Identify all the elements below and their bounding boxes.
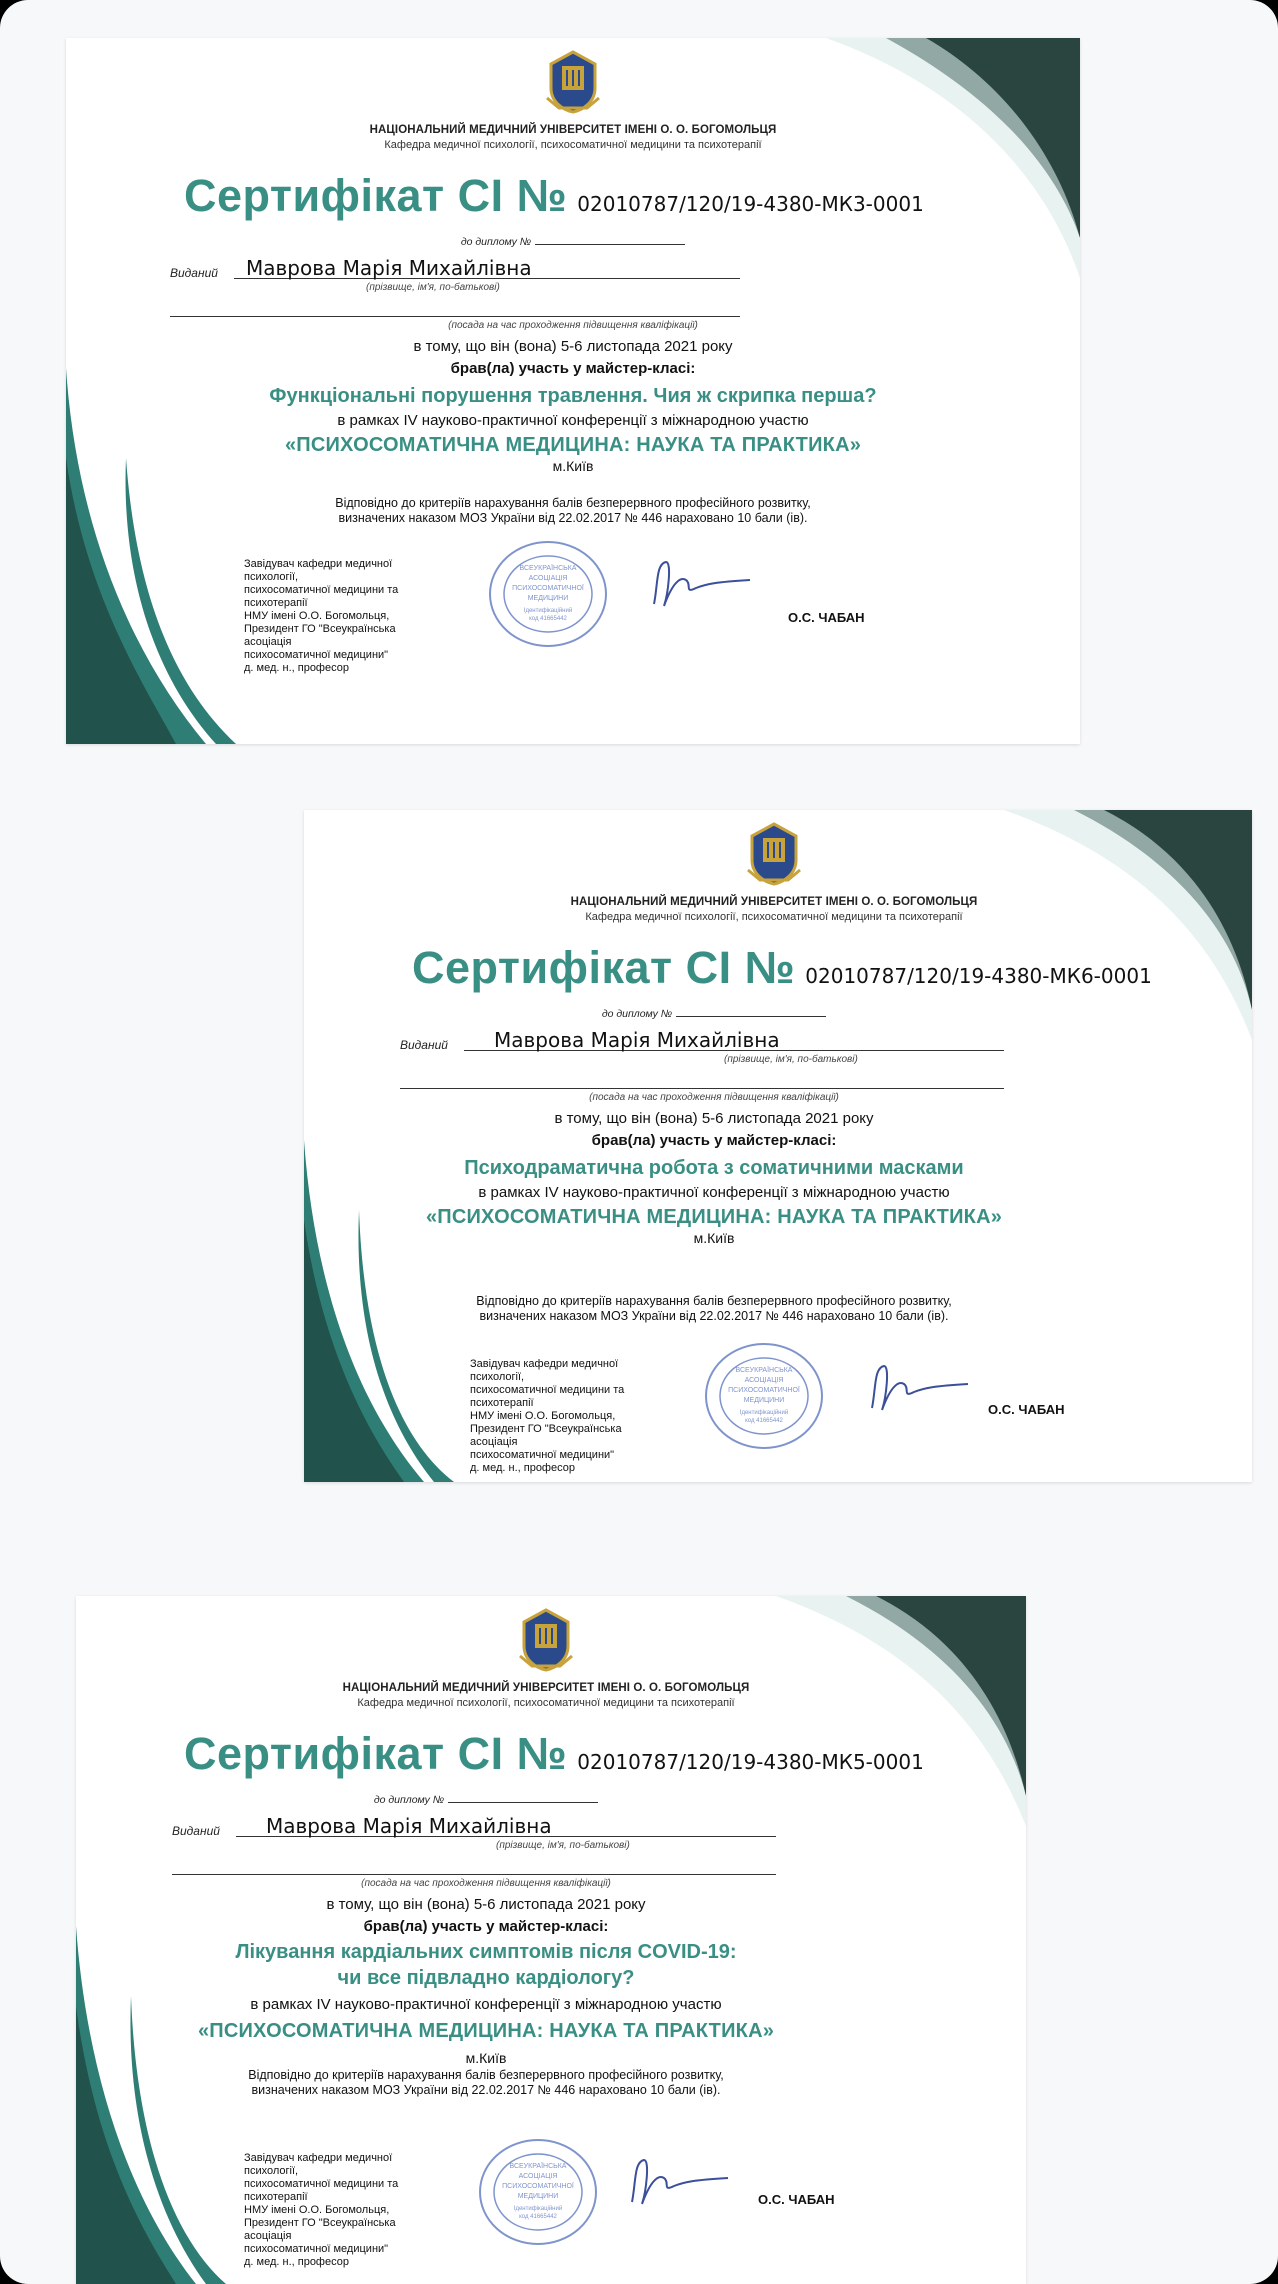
- position-hint: (посада на час проходження підвищення кваліфікації): [448, 320, 698, 331]
- certificate-1: [66, 38, 1080, 744]
- conference-title: «ПСИХОСОМАТИЧНА МЕДИЦИНА: НАУКА ТА ПРАКТИКА»: [425, 1206, 1003, 1228]
- svg-text:ПСИХОСОМАТИЧНОЇ: ПСИХОСОМАТИЧНОЇ: [512, 585, 584, 592]
- svg-text:Ідентифікаційний: Ідентифікаційний: [523, 608, 573, 614]
- master-class-topic-line-1: Лікування кардіальних симптомів після COVID-19:: [235, 1941, 737, 1963]
- svg-text:код 41665442: код 41665442: [529, 616, 567, 622]
- dates-line: в тому, що він (вона) 5-6 листопада 2021 року: [413, 338, 733, 355]
- signer-name: О.С. ЧАБАН: [758, 2192, 835, 2207]
- signer-name: О.С. ЧАБАН: [988, 1402, 1065, 1417]
- signer-name: О.С. ЧАБАН: [788, 610, 865, 625]
- signer-position-block: [244, 558, 444, 675]
- dates-line: в тому, що він (вона) 5-6 листопада 2021 року: [326, 1896, 646, 1913]
- svg-text:код 41665442: код 41665442: [745, 1418, 783, 1424]
- criteria-line-2: визначених наказом МОЗ України від 22.02.2017 № 446 нараховано 10 бали (ів).: [338, 511, 808, 525]
- svg-text:ПСИХОСОМАТИЧНОЇ: ПСИХОСОМАТИЧНОЇ: [502, 2183, 574, 2190]
- certificate-title: Сертифікат СІ №: [412, 942, 796, 993]
- signer-line: Завідувач кафедри медичної психології,: [244, 2152, 393, 2177]
- master-class-topic: Психодраматична робота з соматичними масками: [464, 1157, 964, 1179]
- name-hint: (прізвище, ім'я, по-батькові): [496, 1840, 630, 1851]
- took-part-label: брав(ла) участь у майстер-класі:: [363, 1918, 609, 1935]
- signer-line: НМУ імені О.О. Богомольця,: [244, 2204, 390, 2216]
- university-crest-icon: [746, 820, 802, 886]
- university-crest-icon: [518, 1606, 574, 1672]
- signer-line: Президент ГО "Всеукраїнська асоціація: [470, 1423, 622, 1448]
- svg-text:АСОЦІАЦІЯ: АСОЦІАЦІЯ: [518, 2173, 558, 2180]
- svg-text:ПСИХОСОМАТИЧНОЇ: ПСИХОСОМАТИЧНОЇ: [728, 1387, 800, 1394]
- master-class-topic: Функціональні порушення травлення. Чия ж скрипка перша?: [269, 385, 877, 407]
- certificate-number: 02010787/120/19-4380-МК3-0001: [577, 192, 924, 216]
- signer-line: НМУ імені О.О. Богомольця,: [244, 610, 390, 622]
- university-name: НАЦІОНАЛЬНИЙ МЕДИЧНИЙ УНІВЕРСИТЕТ ІМЕНІ О. О. БОГОМОЛЬЦЯ: [570, 896, 978, 908]
- signer-line: психосоматичної медицини та психотерапії: [244, 2178, 399, 2203]
- certificate-title-row: [184, 1728, 924, 1780]
- svg-text:код 41665442: код 41665442: [519, 2214, 557, 2220]
- criteria-line-2: визначених наказом МОЗ України від 22.02.2017 № 446 нараховано 10 бали (ів).: [479, 1309, 949, 1323]
- svg-text:АСОЦІАЦІЯ: АСОЦІАЦІЯ: [744, 1377, 784, 1384]
- svg-text:ВСЕУКРАЇНСЬКА: ВСЕУКРАЇНСЬКА: [519, 565, 577, 572]
- university-name: НАЦІОНАЛЬНИЙ МЕДИЧНИЙ УНІВЕРСИТЕТ ІМЕНІ О. О. БОГОМОЛЬЦЯ: [342, 1682, 750, 1694]
- svg-text:ВСЕУКРАЇНСЬКА: ВСЕУКРАЇНСЬКА: [509, 2163, 567, 2170]
- signer-line: психосоматичної медицини": [470, 1449, 615, 1461]
- university-name: НАЦІОНАЛЬНИЙ МЕДИЧНИЙ УНІВЕРСИТЕТ ІМЕНІ О. О. БОГОМОЛЬЦЯ: [369, 124, 777, 136]
- signer-line: психосоматичної медицини": [244, 2243, 389, 2255]
- svg-text:МЕДИЦИНИ: МЕДИЦИНИ: [527, 595, 569, 602]
- signer-line: Завідувач кафедри медичної психології,: [244, 558, 393, 583]
- department-name: Кафедра медичної психології, психосоматичної медицини та психотерапії: [384, 139, 762, 151]
- organization-stamp-icon: [486, 538, 610, 650]
- took-part-label: брав(ла) участь у майстер-класі:: [591, 1132, 837, 1149]
- signer-position-block: [244, 2152, 444, 2269]
- signer-line: психосоматичної медицини": [244, 649, 389, 661]
- master-class-topic-line-2: чи все підвладно кардіологу?: [337, 1967, 635, 1989]
- recipient-name: Маврова Марія Михайлівна: [266, 1814, 552, 1838]
- criteria-line-2: визначених наказом МОЗ України від 22.02.2017 № 446 нараховано 10 бали (ів).: [251, 2083, 721, 2097]
- name-hint: (прізвище, ім'я, по-батькові): [366, 282, 500, 293]
- diploma-label: до диплому №: [601, 1008, 673, 1020]
- certificate-2: [304, 810, 1252, 1482]
- signer-line: Завідувач кафедри медичної психології,: [470, 1358, 619, 1383]
- city: м.Київ: [552, 458, 594, 474]
- recipient-name: Маврова Марія Михайлівна: [246, 256, 532, 280]
- svg-text:МЕДИЦИНИ: МЕДИЦИНИ: [743, 1397, 785, 1404]
- svg-text:МЕДИЦИНИ: МЕДИЦИНИ: [517, 2193, 559, 2200]
- position-hint: (посада на час проходження підвищення кваліфікації): [361, 1878, 611, 1889]
- certificate-number: 02010787/120/19-4380-МК5-0001: [577, 1750, 924, 1774]
- issued-label: Виданий: [170, 266, 218, 280]
- criteria-line-1: Відповідно до критеріїв нарахування балів безперервного професійного розвитку,: [248, 2068, 724, 2082]
- svg-text:Ідентифікаційний: Ідентифікаційний: [513, 2206, 563, 2212]
- diploma-number-row: [364, 1006, 1064, 1020]
- signer-line: д. мед. н., професор: [244, 662, 349, 674]
- certificate-title-row: [184, 170, 924, 222]
- position-hint: (посада на час проходження підвищення кваліфікації): [589, 1092, 839, 1103]
- conference-within: в рамках IV науково-практичної конференції з міжнародною участю: [337, 412, 809, 429]
- issued-label: Виданий: [400, 1038, 448, 1052]
- signer-line: психосоматичної медицини та психотерапії: [470, 1384, 625, 1409]
- conference-title: «ПСИХОСОМАТИЧНА МЕДИЦИНА: НАУКА ТА ПРАКТИКА»: [197, 2020, 775, 2042]
- signature-icon: [646, 554, 756, 614]
- certificate-3: [76, 1596, 1026, 2284]
- city: м.Київ: [465, 2050, 507, 2066]
- took-part-label: брав(ла) участь у майстер-класі:: [450, 360, 696, 377]
- signature-icon: [624, 2152, 734, 2212]
- svg-text:АСОЦІАЦІЯ: АСОЦІАЦІЯ: [528, 575, 568, 582]
- conference-within: в рамках IV науково-практичної конференції з міжнародною участю: [250, 1996, 722, 2013]
- signer-line: д. мед. н., професор: [244, 2256, 349, 2268]
- certificate-title: Сертифікат СІ №: [184, 170, 568, 221]
- certificate-number: 02010787/120/19-4380-МК6-0001: [805, 964, 1152, 988]
- city: м.Київ: [693, 1230, 735, 1246]
- signer-line: д. мед. н., професор: [470, 1462, 575, 1474]
- signer-line: Президент ГО "Всеукраїнська асоціація: [244, 2217, 396, 2242]
- certificate-title-row: [412, 942, 1152, 994]
- signer-line: Президент ГО "Всеукраїнська асоціація: [244, 623, 396, 648]
- certificate-title: Сертифікат СІ №: [184, 1728, 568, 1779]
- university-crest-icon: [545, 48, 601, 114]
- diploma-number-row: [136, 1792, 836, 1806]
- signer-position-block: [470, 1358, 670, 1475]
- dates-line: в тому, що він (вона) 5-6 листопада 2021 року: [554, 1110, 874, 1127]
- diploma-label: до диплому №: [373, 1794, 445, 1806]
- signature-icon: [864, 1358, 974, 1418]
- department-name: Кафедра медичної психології, психосоматичної медицини та психотерапії: [357, 1697, 735, 1709]
- svg-text:ВСЕУКРАЇНСЬКА: ВСЕУКРАЇНСЬКА: [735, 1367, 793, 1374]
- diploma-number-row: [66, 234, 1080, 248]
- organization-stamp-icon: [702, 1340, 826, 1452]
- department-name: Кафедра медичної психології, психосоматичної медицини та психотерапії: [585, 911, 963, 923]
- signer-line: НМУ імені О.О. Богомольця,: [470, 1410, 616, 1422]
- name-hint: (прізвище, ім'я, по-батькові): [724, 1054, 858, 1065]
- recipient-name: Маврова Марія Михайлівна: [494, 1028, 780, 1052]
- issued-label: Виданий: [172, 1824, 220, 1838]
- diploma-label: до диплому №: [460, 236, 532, 248]
- conference-within: в рамках IV науково-практичної конференції з міжнародною участю: [478, 1184, 950, 1201]
- organization-stamp-icon: [476, 2136, 600, 2248]
- signer-line: психосоматичної медицини та психотерапії: [244, 584, 399, 609]
- svg-text:Ідентифікаційний: Ідентифікаційний: [739, 1410, 789, 1416]
- criteria-line-1: Відповідно до критеріїв нарахування балів безперервного професійного розвитку,: [476, 1294, 952, 1308]
- criteria-line-1: Відповідно до критеріїв нарахування балів безперервного професійного розвитку,: [335, 496, 811, 510]
- conference-title: «ПСИХОСОМАТИЧНА МЕДИЦИНА: НАУКА ТА ПРАКТИКА»: [284, 434, 862, 456]
